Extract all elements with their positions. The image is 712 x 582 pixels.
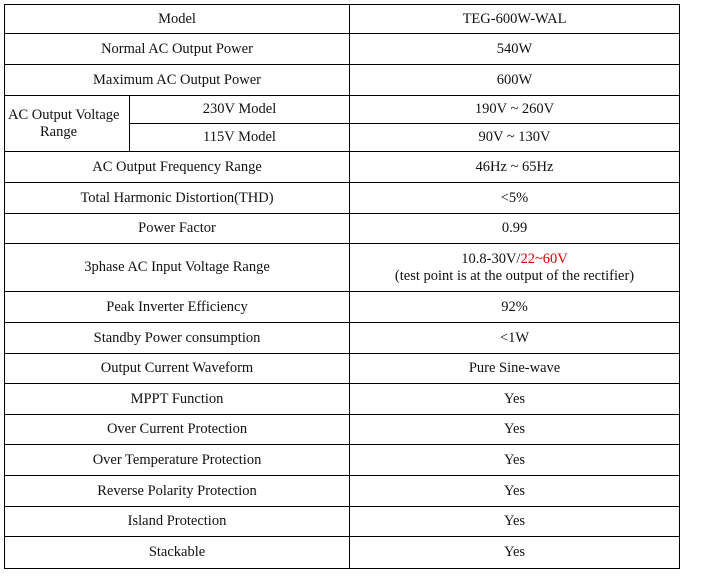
table-row [5, 152, 680, 183]
row-label: Standby Power consumption [5, 323, 350, 354]
voltage-range-label [5, 96, 130, 152]
input-voltage-highlight: 22~60V [520, 250, 568, 267]
row-label: Reverse Polarity Protection [5, 476, 350, 507]
table-row [5, 34, 680, 65]
table-row [5, 415, 680, 445]
sub-model-label: 115V Model [130, 124, 350, 152]
row-value: Pure Sine-wave [350, 354, 680, 384]
row-label: Island Protection [5, 507, 350, 537]
row-label: Stackable [5, 537, 350, 569]
input-voltage-part1: 10.8-30V/ [461, 250, 521, 267]
spec-table [4, 4, 680, 569]
table-row [5, 354, 680, 384]
model-value: TEG-600W-WAL [350, 5, 680, 34]
row-label: Over Current Protection [5, 415, 350, 445]
sub-model-value: 190V ~ 260V [350, 96, 680, 124]
input-voltage-note: (test point is at the output of the rectifier) [394, 267, 635, 284]
row-value: 92% [350, 292, 680, 323]
table-row [5, 244, 680, 292]
row-value: Yes [350, 445, 680, 476]
row-value: 0.99 [350, 214, 680, 244]
row-value: 600W [350, 65, 680, 96]
row-label: Total Harmonic Distortion(THD) [5, 183, 350, 214]
row-label: Output Current Waveform [5, 354, 350, 384]
row-value: Yes [350, 476, 680, 507]
table-row [5, 507, 680, 537]
table-row [5, 323, 680, 354]
table-row [5, 96, 680, 124]
row-value: 540W [350, 34, 680, 65]
table-row [5, 65, 680, 96]
row-label: AC Output Frequency Range [5, 152, 350, 183]
model-label: Model [5, 5, 350, 34]
table-row [5, 292, 680, 323]
row-value: 46Hz ~ 65Hz [350, 152, 680, 183]
row-label: Maximum AC Output Power [5, 65, 350, 96]
row-value: Yes [350, 507, 680, 537]
voltage-range-label-line1: AC Output Voltage [8, 106, 120, 123]
row-label: Over Temperature Protection [5, 445, 350, 476]
row-value: Yes [350, 537, 680, 569]
voltage-range-label-line2: Range [39, 123, 78, 140]
table-row [5, 384, 680, 415]
sub-model-label: 230V Model [130, 96, 350, 124]
row-label: Peak Inverter Efficiency [5, 292, 350, 323]
table-row [5, 5, 680, 34]
row-label: MPPT Function [5, 384, 350, 415]
input-voltage-value [350, 244, 680, 292]
table-row [5, 537, 680, 569]
row-value: Yes [350, 384, 680, 415]
row-value: Yes [350, 415, 680, 445]
table-row [5, 476, 680, 507]
row-value: <5% [350, 183, 680, 214]
table-row [5, 183, 680, 214]
table-row [5, 445, 680, 476]
table-row [5, 214, 680, 244]
row-label: 3phase AC Input Voltage Range [5, 244, 350, 292]
sub-model-value: 90V ~ 130V [350, 124, 680, 152]
row-value: <1W [350, 323, 680, 354]
row-label: Normal AC Output Power [5, 34, 350, 65]
row-label: Power Factor [5, 214, 350, 244]
